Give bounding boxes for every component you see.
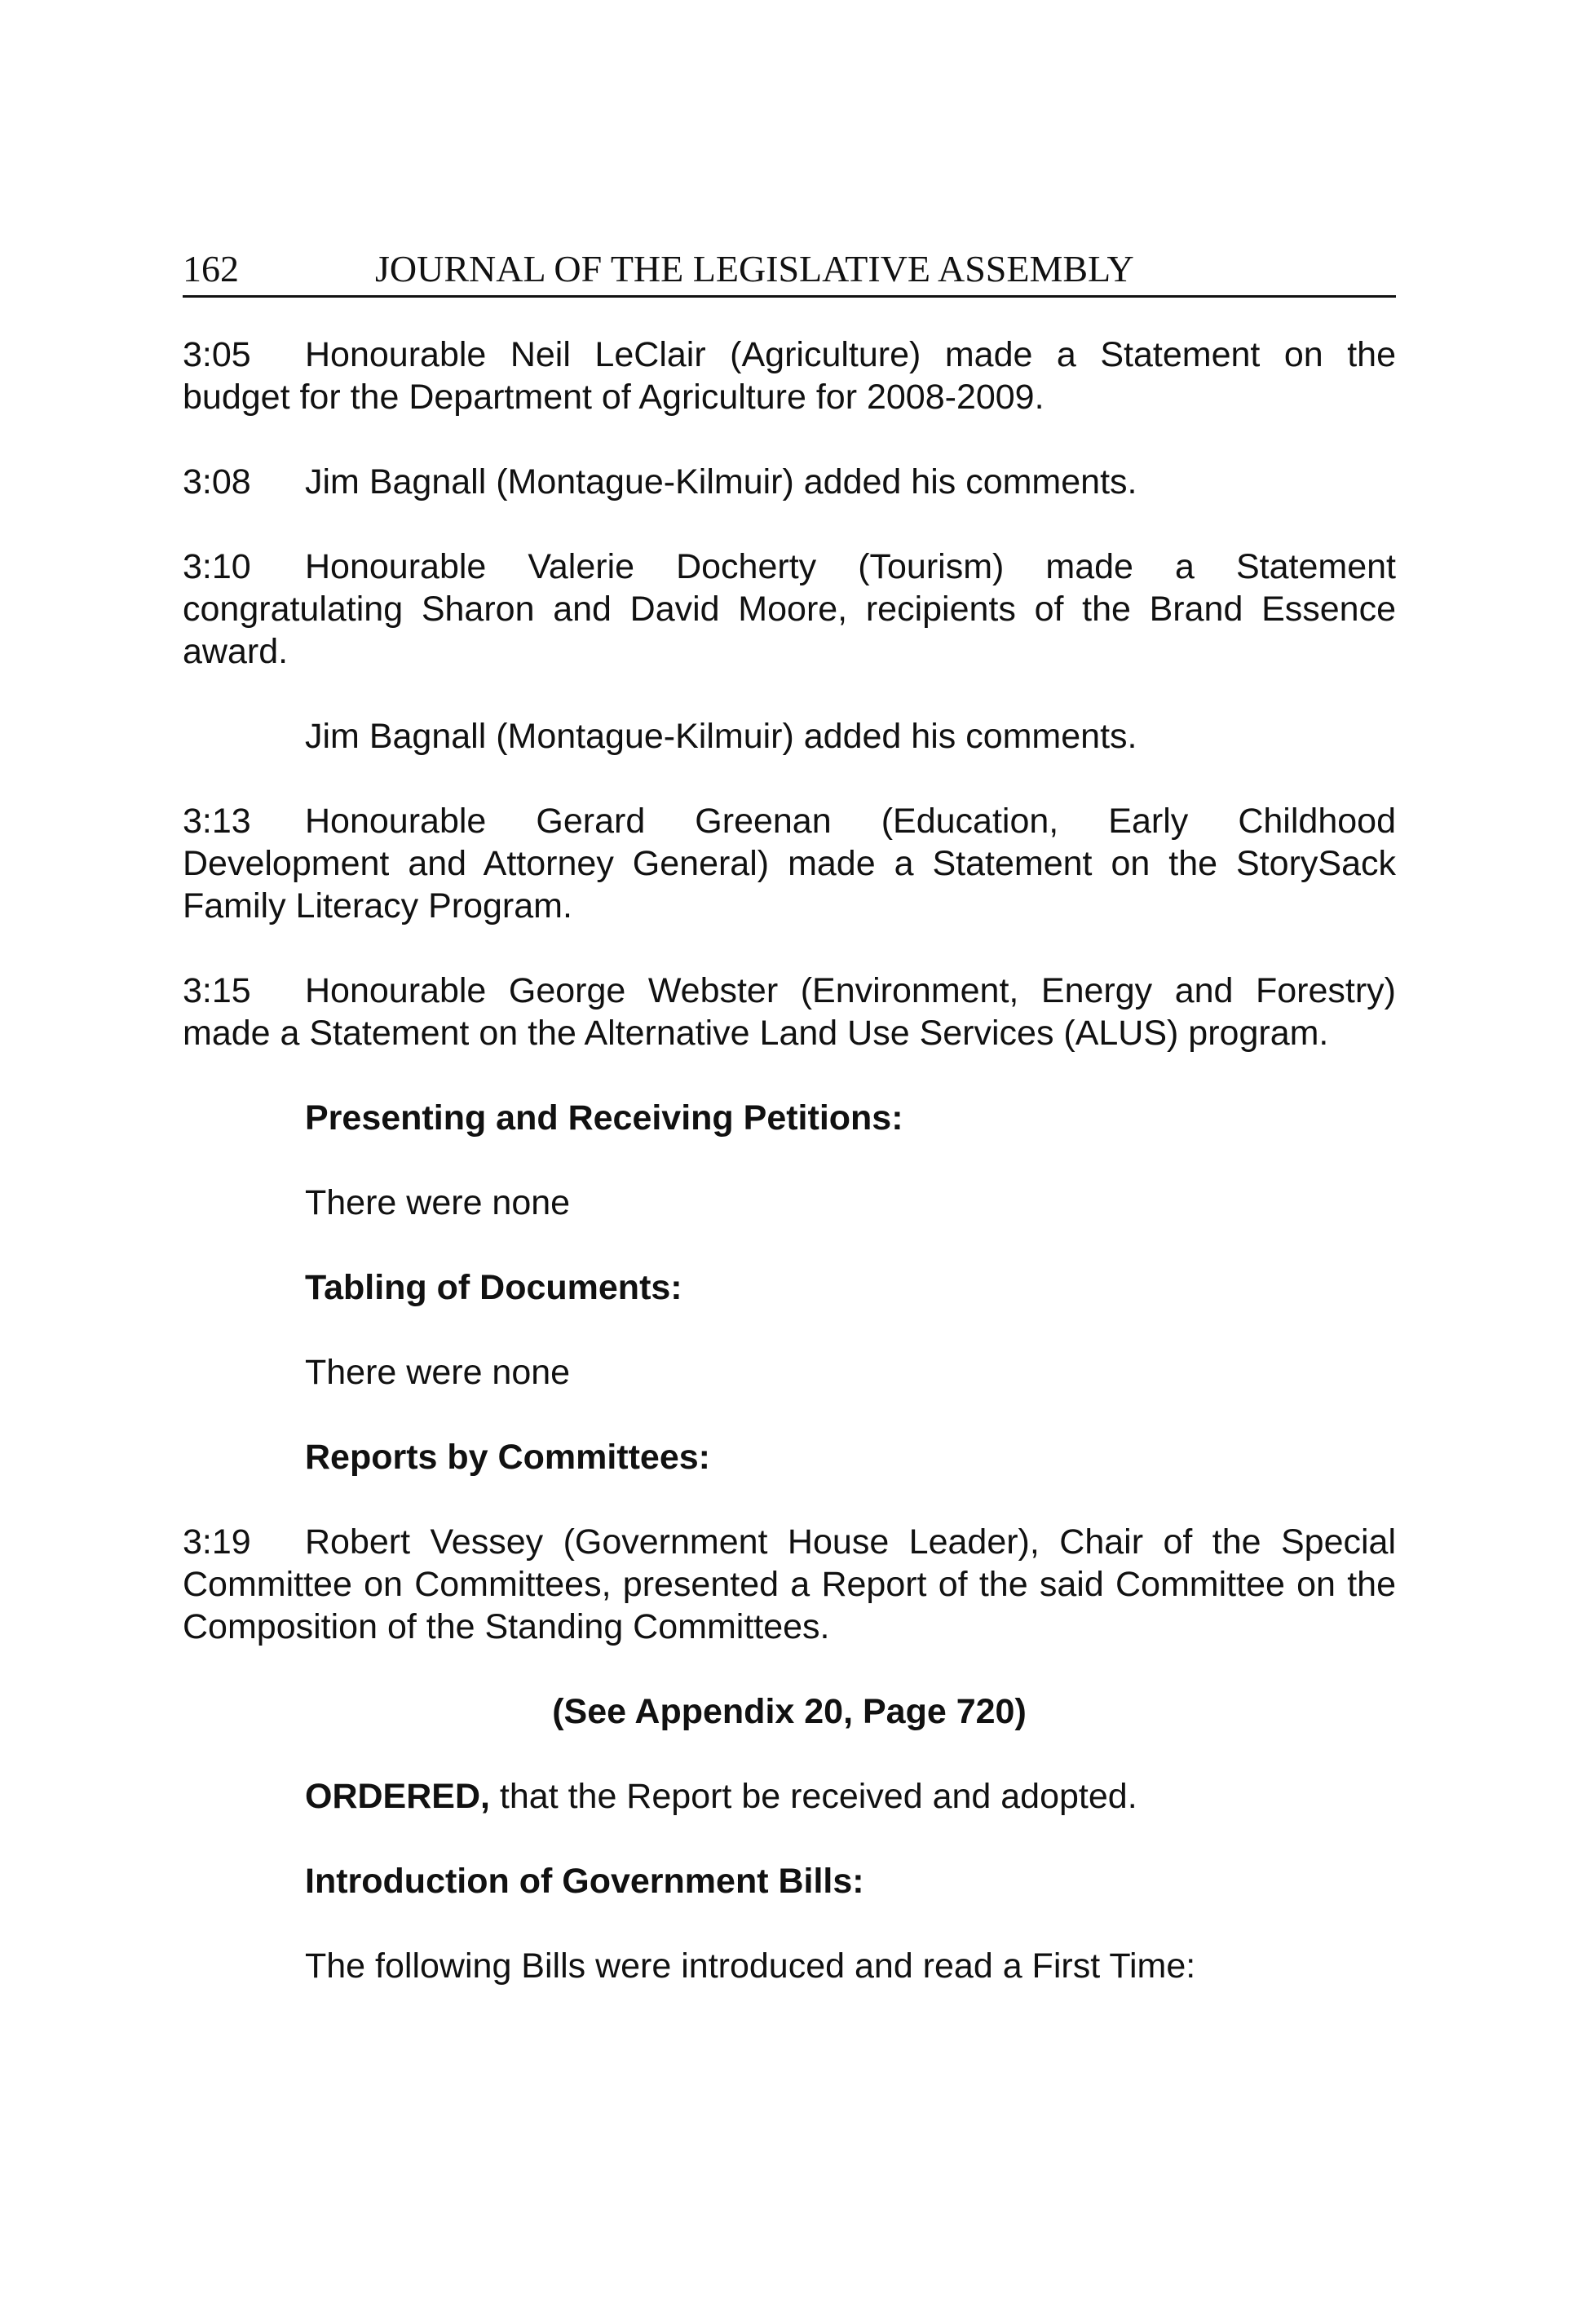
- entry-3-15: [183, 970, 1396, 1054]
- entry-text: Robert Vessey (Government House Leader), Chair of the Special Committee on Committees, presented a Report of the said Committee on the Composition of the Standing Committees.: [183, 1522, 1396, 1646]
- tabling-text: There were none: [305, 1353, 571, 1392]
- reports-heading: Reports by Committees:: [305, 1438, 710, 1477]
- page-number: 162: [183, 248, 239, 289]
- entry-time: 3:15: [183, 971, 251, 1010]
- entry-text: Honourable Neil LeClair (Agriculture) made a Statement on the budget for the Department of Agriculture for 2008-2009.: [183, 335, 1396, 417]
- ordered-label: ORDERED,: [305, 1777, 490, 1816]
- ordered-text: that the Report be received and adopted.: [489, 1777, 1137, 1816]
- entry-time: 3:08: [183, 462, 251, 501]
- entry-text: Honourable Gerard Greenan (Education, Early Childhood Development and Attorney General) made a Statement on the StorySack Family Literacy Program.: [183, 802, 1396, 926]
- appendix-reference: (See Appendix 20, Page 720): [552, 1692, 1027, 1731]
- running-head: [183, 245, 1396, 298]
- entry-text: Jim Bagnall (Montague-Kilmuir) added his comments.: [305, 462, 1137, 501]
- bills-heading: Introduction of Government Bills:: [305, 1862, 864, 1901]
- petitions-heading: Presenting and Receiving Petitions:: [305, 1098, 903, 1138]
- comment-3-10: Jim Bagnall (Montague-Kilmuir) added his comments.: [305, 717, 1137, 756]
- journal-content: [183, 334, 1396, 1987]
- entry-3-10: [183, 546, 1396, 673]
- entry-3-08: [183, 461, 1396, 503]
- entry-text: Honourable Valerie Docherty (Tourism) made a Statement congratulating Sharon and David Moore, recipients of the Brand Essence award.: [183, 547, 1396, 671]
- entry-time: 3:05: [183, 335, 251, 374]
- journal-page: [183, 245, 1396, 2030]
- entry-text: Honourable George Webster (Environment, Energy and Forestry) made a Statement on the Alternative Land Use Services (ALUS) program.: [183, 971, 1396, 1053]
- entry-time: 3:13: [183, 802, 251, 841]
- journal-title: JOURNAL OF THE LEGISLATIVE ASSEMBLY: [375, 248, 1134, 289]
- entry-time: 3:19: [183, 1522, 251, 1562]
- entry-3-05: [183, 334, 1396, 418]
- petitions-text: There were none: [305, 1183, 571, 1222]
- entry-3-13: [183, 800, 1396, 927]
- tabling-heading: Tabling of Documents:: [305, 1268, 682, 1307]
- ordered-statement: [305, 1775, 1396, 1818]
- entry-time: 3:10: [183, 547, 251, 586]
- entry-3-19: [183, 1521, 1396, 1648]
- bills-text: The following Bills were introduced and read a First Time:: [305, 1946, 1196, 1986]
